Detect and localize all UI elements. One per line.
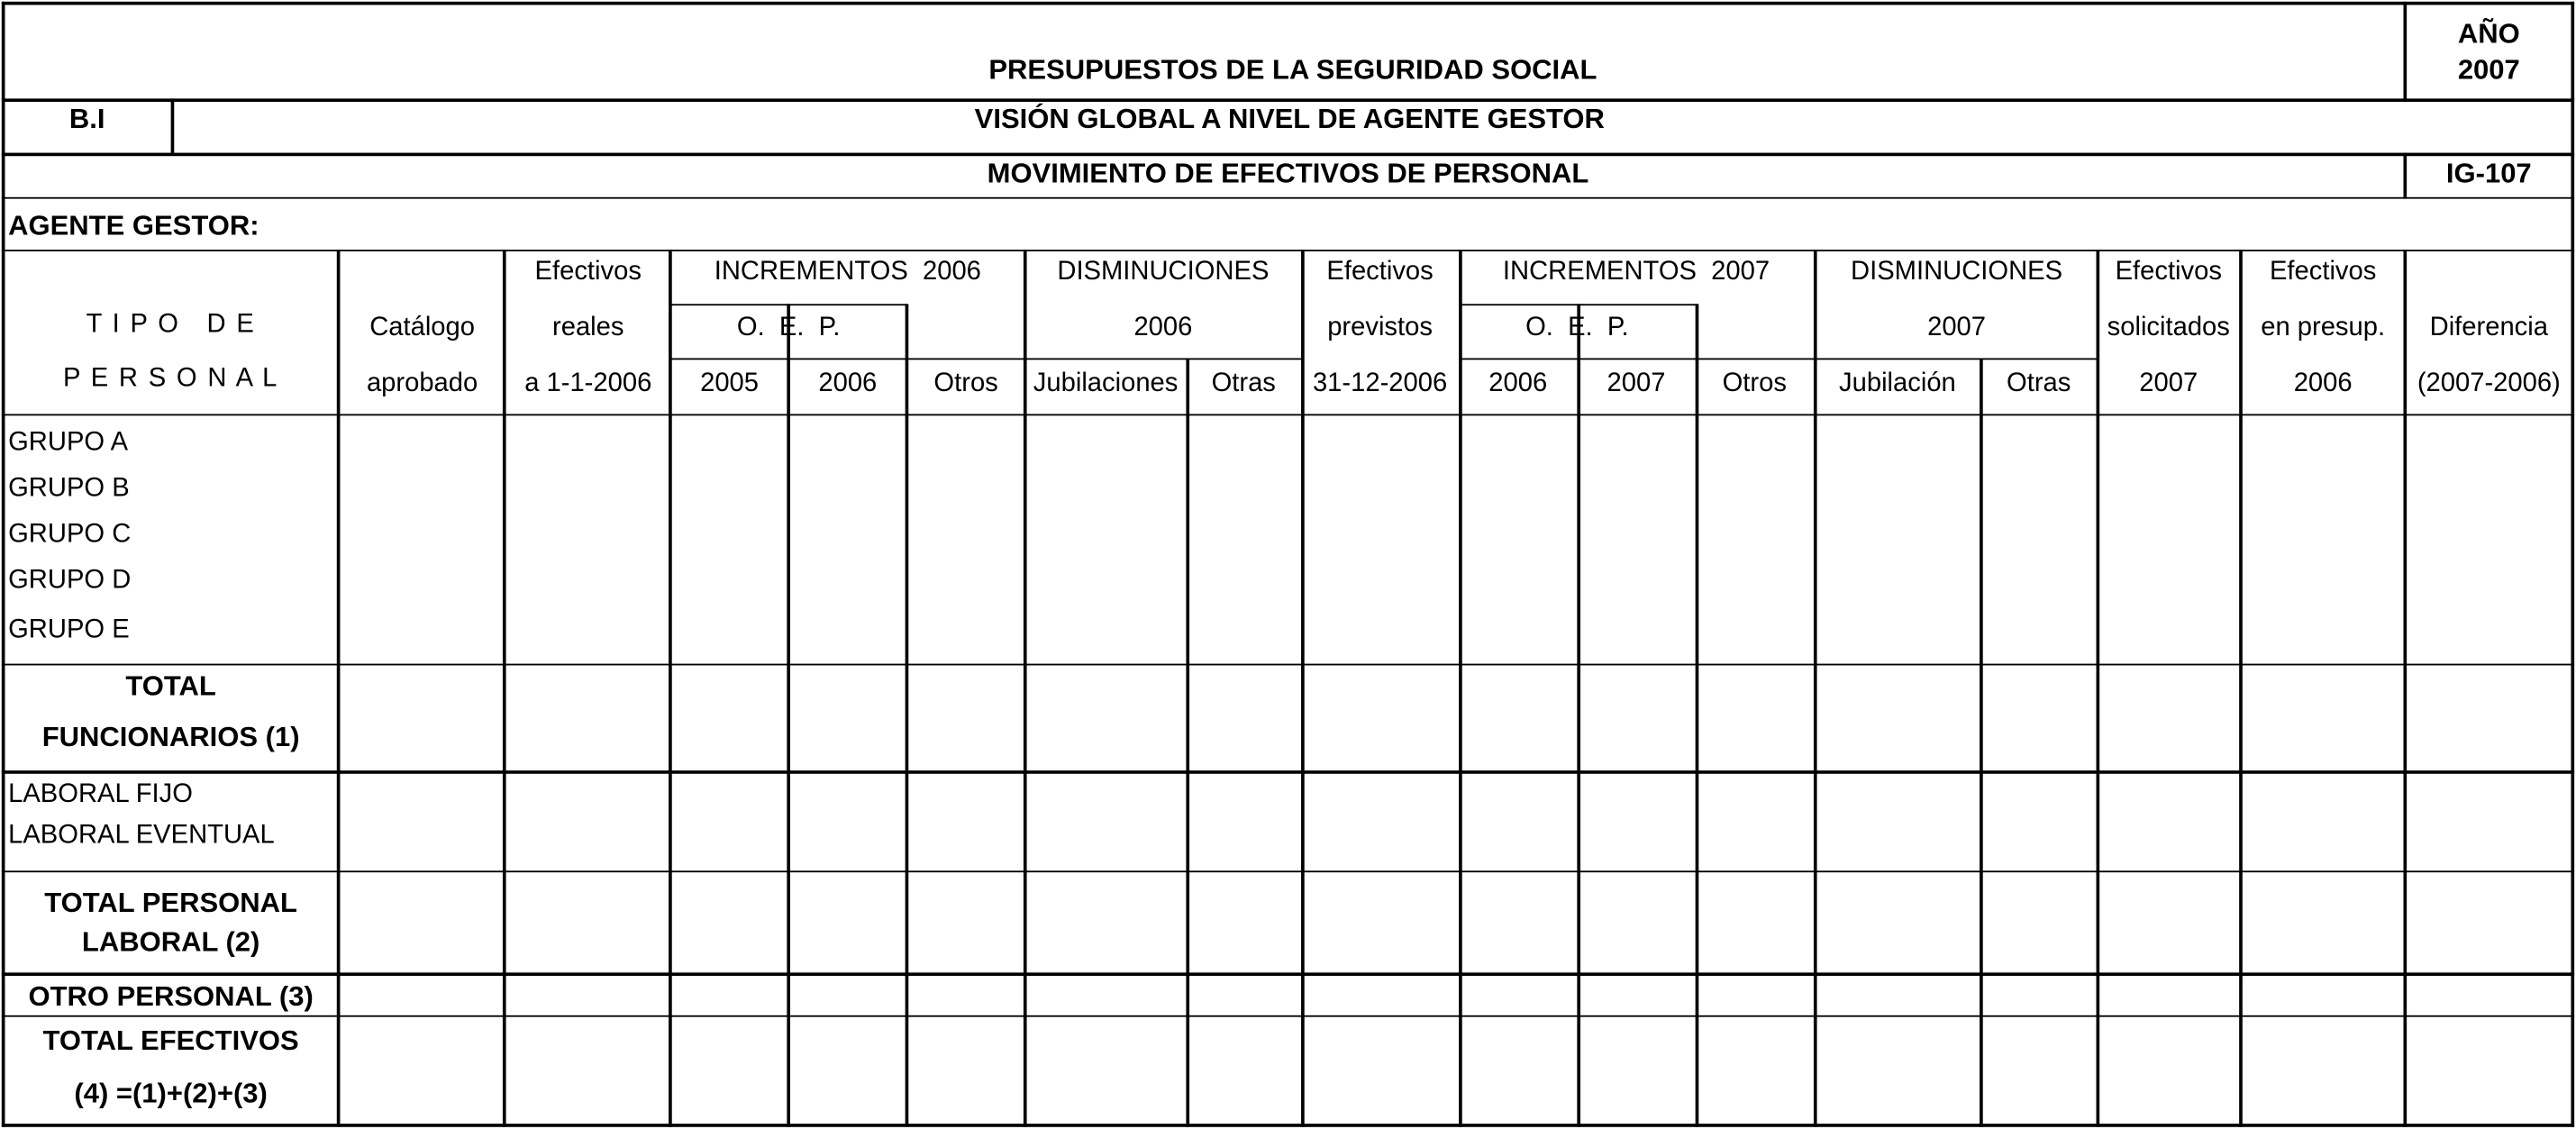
col-line-13	[1980, 358, 1983, 1126]
col-line-5	[906, 304, 909, 1126]
header-reales-3: a 1-1-2006	[524, 369, 652, 398]
header-disminuciones-2006-1: DISMINUCIONES	[1057, 258, 1270, 287]
divider-report-code	[2403, 153, 2407, 199]
header-oep-2006-year: 2006	[818, 369, 878, 398]
header-disminuciones-2006-2: 2006	[1133, 314, 1193, 342]
header-catalogo-2: aprobado	[366, 369, 478, 398]
row-total-laboral-2: LABORAL (2)	[81, 926, 260, 958]
header-otras-2006: Otras	[1211, 369, 1276, 398]
report-title: MOVIMIENTO DE EFECTIVOS DE PERSONAL	[987, 158, 1589, 189]
row-grupo-d: GRUPO D	[8, 567, 132, 596]
rule-report	[2, 197, 2574, 199]
rule-total-lab	[2, 972, 2574, 976]
form-title: PRESUPUESTOS DE LA SEGURIDAD SOCIAL	[988, 54, 1597, 86]
year-value: 2007	[2457, 54, 2520, 86]
section-code: B.I	[68, 103, 105, 135]
border-right	[2571, 2, 2574, 1127]
header-diferencia-2: (2007-2006)	[2417, 369, 2561, 398]
rule-total-func	[2, 770, 2574, 774]
header-solicitados-2: solicitados	[2107, 314, 2230, 342]
header-oep-2007: O. E. P.	[1525, 314, 1629, 342]
col-line-15	[2239, 250, 2243, 1127]
header-oep-2006: O. E. P.	[736, 314, 841, 342]
header-solicitados-3: 2007	[2139, 369, 2198, 398]
header-jubilaciones: Jubilaciones	[1033, 369, 1179, 398]
row-total-funcionarios-1: TOTAL	[125, 669, 216, 702]
header-presup-1: Efectivos	[2269, 258, 2377, 287]
col-line-11	[1696, 304, 1699, 1126]
header-oep-2007-year: 2007	[1607, 369, 1666, 398]
rule-sub-3	[670, 358, 1303, 360]
header-catalogo-1: Catálogo	[369, 314, 475, 342]
agent-label: AGENTE GESTOR:	[8, 210, 259, 242]
header-previstos-2: previstos	[1327, 314, 1433, 342]
header-incrementos-2007: INCREMENTOS 2007	[1502, 258, 1770, 287]
rule-laboral	[2, 870, 2574, 872]
header-solicitados-1: Efectivos	[2115, 258, 2222, 287]
header-oep-2005: 2005	[700, 369, 759, 398]
col-line-7	[1186, 358, 1189, 1126]
header-tipo-line2: P E R S O N A L	[63, 364, 279, 393]
col-line-2	[503, 250, 506, 1127]
row-laboral-fijo: LABORAL FIJO	[8, 780, 193, 809]
header-presup-3: 2006	[2293, 369, 2353, 398]
col-line-9	[1459, 250, 1462, 1127]
col-line-8	[1301, 250, 1305, 1127]
border-left	[2, 2, 5, 1127]
col-line-12	[1814, 250, 1817, 1127]
col-line-3	[669, 250, 672, 1127]
row-laboral-eventual: LABORAL EVENTUAL	[8, 821, 275, 850]
row-grupo-a: GRUPO A	[8, 428, 129, 457]
header-oep-2006b: 2006	[1488, 369, 1548, 398]
header-diferencia-1: Diferencia	[2429, 314, 2548, 342]
section-title: VISIÓN GLOBAL A NIVEL DE AGENTE GESTOR	[974, 103, 1605, 135]
row-grupo-b: GRUPO B	[8, 474, 130, 503]
header-disminuciones-2007-2: 2007	[1927, 314, 1986, 342]
row-total-funcionarios-2: FUNCIONARIOS (1)	[41, 721, 300, 753]
header-disminuciones-2007-1: DISMINUCIONES	[1851, 258, 2063, 287]
row-grupo-e: GRUPO E	[8, 615, 130, 644]
row-total-efectivos-1: TOTAL EFECTIVOS	[42, 1024, 299, 1057]
rule-head-bottom	[2, 414, 2574, 415]
border-top	[2, 2, 2574, 5]
header-presup-2: en presup.	[2261, 314, 2386, 342]
header-incrementos-2006: INCREMENTOS 2006	[714, 258, 981, 287]
rule-header	[2, 98, 2574, 102]
col-line-10	[1577, 304, 1580, 1126]
col-line-14	[2097, 250, 2100, 1127]
rule-agent	[2, 250, 2574, 251]
col-line-4	[787, 304, 790, 1126]
header-reales-2: reales	[552, 314, 624, 342]
header-jubilacion: Jubilación	[1839, 369, 1956, 398]
border-bottom	[2, 1124, 2574, 1127]
row-total-laboral-1: TOTAL PERSONAL	[44, 887, 297, 919]
rule-func	[2, 664, 2574, 666]
header-tipo-line1: T I P O D E	[86, 310, 256, 339]
rule-sub-4	[1461, 358, 2098, 360]
year-label: AÑO	[2457, 18, 2520, 50]
header-previstos-3: 31-12-2006	[1312, 369, 1448, 398]
header-otros-2006: Otros	[933, 369, 998, 398]
report-code: IG-107	[2445, 158, 2532, 189]
header-previstos-1: Efectivos	[1326, 258, 1434, 287]
col-line-6	[1024, 250, 1027, 1127]
col-line-1	[337, 250, 341, 1127]
col-line-16	[2403, 250, 2407, 1127]
rule-otro	[2, 1015, 2574, 1017]
row-total-efectivos-2: (4) =(1)+(2)+(3)	[74, 1078, 268, 1109]
header-otras-2007: Otras	[2007, 369, 2071, 398]
header-reales-1: Efectivos	[534, 258, 642, 287]
row-otro-personal: OTRO PERSONAL (3)	[28, 980, 314, 1013]
row-grupo-c: GRUPO C	[8, 520, 132, 549]
header-otros-2007: Otros	[1722, 369, 1787, 398]
divider-section-code	[171, 98, 175, 154]
divider-year	[2403, 2, 2407, 100]
rule-section	[2, 153, 2574, 157]
